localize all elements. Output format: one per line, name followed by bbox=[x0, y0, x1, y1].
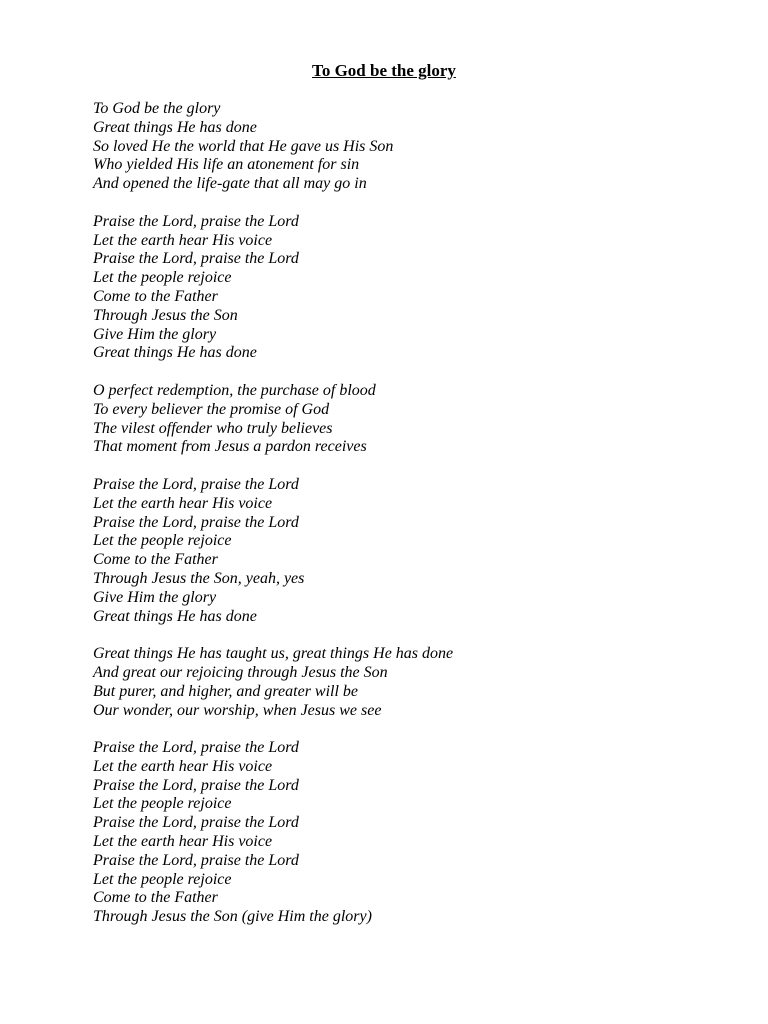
lyrics-body bbox=[93, 100, 693, 946]
stanza bbox=[93, 645, 693, 720]
lyric-line: Let the earth hear His voice bbox=[93, 231, 273, 249]
lyric-line: Through Jesus the Son bbox=[93, 306, 238, 324]
lyric-line: Our wonder, our worship, when Jesus we see bbox=[93, 701, 382, 719]
lyric-line: Praise the Lord, praise the Lord bbox=[93, 475, 299, 493]
lyric-line: O perfect redemption, the purchase of blood bbox=[93, 381, 376, 399]
document-title: To God be the glory bbox=[312, 61, 456, 80]
stanza bbox=[93, 213, 693, 363]
stanza bbox=[93, 476, 693, 626]
lyric-line: Give Him the glory bbox=[93, 325, 217, 343]
lyric-line: Great things He has taught us, great things He has done bbox=[93, 645, 454, 663]
lyric-line: Praise the Lord, praise the Lord bbox=[93, 212, 299, 230]
lyric-line: Let the earth hear His voice bbox=[93, 494, 273, 512]
lyric-line: Come to the Father bbox=[93, 287, 218, 305]
lyric-line: Give Him the glory bbox=[93, 588, 217, 606]
lyric-line: The vilest offender who truly believes bbox=[93, 419, 333, 437]
lyric-line: Praise the Lord, praise the Lord bbox=[93, 513, 299, 531]
stanza bbox=[93, 100, 693, 194]
lyric-line: Let the people rejoice bbox=[93, 269, 232, 287]
lyric-line: Great things He has done bbox=[93, 344, 257, 362]
lyric-line: Great things He has done bbox=[93, 607, 257, 625]
lyric-line: Great things He has done bbox=[93, 118, 257, 136]
lyric-line: Praise the Lord, praise the Lord bbox=[93, 250, 299, 268]
lyric-line: Come to the Father bbox=[93, 551, 218, 569]
lyric-line: Praise the Lord, praise the Lord bbox=[93, 776, 299, 794]
lyric-line: And opened the life-gate that all may go in bbox=[93, 175, 367, 193]
lyric-line: And great our rejoicing through Jesus the Son bbox=[93, 663, 388, 681]
lyric-line: Who yielded His life an atonement for sin bbox=[93, 156, 360, 174]
lyric-line: Praise the Lord, praise the Lord bbox=[93, 814, 299, 832]
lyric-line: Let the people rejoice bbox=[93, 532, 232, 550]
lyric-line: That moment from Jesus a pardon receives bbox=[93, 438, 367, 456]
lyric-line: Through Jesus the Son, yeah, yes bbox=[93, 569, 305, 587]
lyric-line: To every believer the promise of God bbox=[93, 400, 330, 418]
lyric-line: Come to the Father bbox=[93, 889, 218, 907]
lyric-line: Praise the Lord, praise the Lord bbox=[93, 739, 299, 757]
lyric-line: But purer, and higher, and greater will be bbox=[93, 682, 359, 700]
lyric-line: Praise the Lord, praise the Lord bbox=[93, 851, 299, 869]
lyric-line: Through Jesus the Son (give Him the glory) bbox=[93, 908, 372, 926]
lyric-line: Let the earth hear His voice bbox=[93, 833, 273, 851]
lyric-line: Let the people rejoice bbox=[93, 795, 232, 813]
stanza bbox=[93, 739, 693, 927]
lyric-line: So loved He the world that He gave us His Son bbox=[93, 137, 394, 155]
stanza bbox=[93, 382, 693, 457]
lyric-line: Let the earth hear His voice bbox=[93, 757, 273, 775]
lyric-line: To God be the glory bbox=[93, 100, 221, 117]
lyric-line: Let the people rejoice bbox=[93, 870, 232, 888]
